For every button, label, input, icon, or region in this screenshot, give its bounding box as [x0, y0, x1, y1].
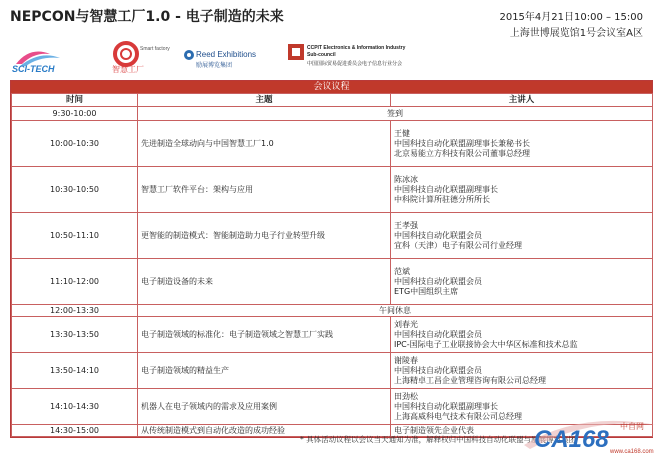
agenda-break-row	[12, 107, 653, 121]
session-time: 13:30-13:50	[12, 317, 138, 353]
session-speaker	[391, 213, 653, 259]
reed-en: Reed Exhibitions	[196, 50, 257, 59]
speaker-title: 中国科技自动化联盟会员	[394, 329, 482, 339]
speaker-title: 北京易能立方科技有限公司董事总经理	[394, 148, 530, 158]
speaker-title: 中国科技自动化联盟副理事长	[394, 184, 498, 194]
ca168-watermark	[520, 415, 660, 455]
session-topic: 电子制造领域的标准化：电子制造领域之智慧工厂实践	[138, 317, 391, 353]
session-time: 10:50-11:10	[12, 213, 138, 259]
watermark-sub: 中自网	[620, 422, 644, 431]
session-topic: 智慧工厂软件平台：架构与应用	[138, 167, 391, 213]
session-time: 13:50-14:10	[12, 353, 138, 389]
session-time: 12:00-13:30	[12, 305, 138, 317]
speaker-title: ETG中国组织主席	[394, 286, 459, 296]
speaker-title: 宜科（天津）电子有限公司行业经理	[394, 240, 522, 250]
session-speaker	[391, 167, 653, 213]
speaker-title: 中科院计算所驻德分所所长	[394, 194, 490, 204]
reed-cn: 励展博览集团	[196, 62, 233, 69]
ccpit-line2: Sub-council	[307, 52, 336, 58]
agenda-grid	[11, 93, 653, 437]
sponsor-logos	[10, 40, 430, 76]
speaker-name: 谢陵春	[394, 355, 418, 365]
event-date: 2015年4月21日10:00 – 15:00	[499, 12, 643, 23]
smart-factory-en: Smart factory	[140, 46, 170, 52]
agenda-talk-row	[12, 213, 653, 259]
scitech-logo	[10, 44, 108, 74]
session-topic: 电子制造领域的精益生产	[138, 353, 391, 389]
agenda-column-headers	[12, 94, 653, 107]
ccpit-cn: 中国国际贸易促进委员会电子信息行业分会	[307, 61, 403, 67]
agenda-talk-row	[12, 259, 653, 305]
speaker-name: 范斌	[394, 266, 410, 276]
smart-factory-cn: 智慧工厂	[112, 65, 144, 74]
agenda-rows	[12, 107, 653, 437]
session-speaker	[391, 353, 653, 389]
speaker-title: 中国科技自动化联盟会员	[394, 230, 482, 240]
agenda-talk-row	[12, 317, 653, 353]
agenda-talk-row	[12, 353, 653, 389]
column-header-topic: 主题	[138, 94, 391, 107]
reed-exhibitions-logo	[182, 46, 282, 70]
column-header-speaker: 主讲人	[391, 94, 653, 107]
event-info	[499, 10, 643, 42]
speaker-title: 中国科技自动化联盟副理事长兼秘书长	[394, 138, 530, 148]
speaker-title: 中国科技自动化联盟会员	[394, 276, 482, 286]
agenda-break-row	[12, 305, 653, 317]
session-speaker	[391, 121, 653, 167]
speaker-name: 王健	[394, 128, 410, 138]
session-time: 14:10-14:30	[12, 389, 138, 425]
speaker-title: 中国科技自动化联盟副理事长	[394, 401, 498, 411]
column-header-time: 时间	[12, 94, 138, 107]
session-topic: 机器人在电子领域内的需求及应用案例	[138, 389, 391, 425]
event-venue: 上海世博展览馆1号会议室A区	[509, 28, 643, 39]
speaker-title: 上海精卓工昌企业管理咨询有限公司总经理	[394, 375, 546, 385]
session-time: 11:10-12:00	[12, 259, 138, 305]
ccpit-line1: CCPIT Electronics & Information Industry	[307, 45, 406, 51]
agenda-table	[10, 80, 653, 438]
agenda-talk-row	[12, 167, 653, 213]
speaker-title: IPC-国际电子工业联接协会大中华区标准和技术总监	[394, 339, 578, 349]
session-time: 9:30-10:00	[12, 107, 138, 121]
session-topic: 从传统制造模式到自动化改造的成功经验	[138, 425, 391, 437]
speaker-name: 王孝强	[394, 220, 418, 230]
session-note: 签到	[138, 107, 653, 121]
session-speaker	[391, 317, 653, 353]
speaker-title: 上海高威科电气技术有限公司总经理	[394, 411, 522, 421]
footnote: * 具体活动议程以会议当天通知为准，解释权归中国科技自动化联盟与励展博览集团	[300, 435, 577, 444]
watermark-brand: CA168	[534, 426, 609, 453]
agenda-talk-row	[12, 121, 653, 167]
session-note: 午间休息	[138, 305, 653, 317]
session-time: 10:00-10:30	[12, 121, 138, 167]
agenda-heading: 会议议程	[11, 81, 652, 93]
speaker-name: 陈冰冰	[394, 174, 418, 184]
session-time: 14:30-15:00	[12, 425, 138, 437]
watermark-url: www.ca168.com	[610, 449, 654, 455]
session-time: 10:30-10:50	[12, 167, 138, 213]
speaker-name: 刘春光	[394, 319, 418, 329]
scitech-logo-text: SCI-TECH	[12, 64, 55, 74]
page-title: NEPCON与智慧工厂1.0 - 电子制造的未来	[10, 9, 284, 25]
ccpit-logo	[288, 42, 428, 74]
session-speaker	[391, 259, 653, 305]
session-topic: 电子制造设备的未来	[138, 259, 391, 305]
speaker-title: 中国科技自动化联盟会员	[394, 365, 482, 375]
smart-factory-logo	[110, 40, 172, 74]
session-topic: 先进制造全球动向与中国智慧工厂1.0	[138, 121, 391, 167]
session-topic: 更智能的制造模式：智能制造助力电子行业转型升级	[138, 213, 391, 259]
speaker-name: 电子制造领先企业代表	[394, 425, 474, 435]
speaker-name: 田劲松	[394, 391, 418, 401]
